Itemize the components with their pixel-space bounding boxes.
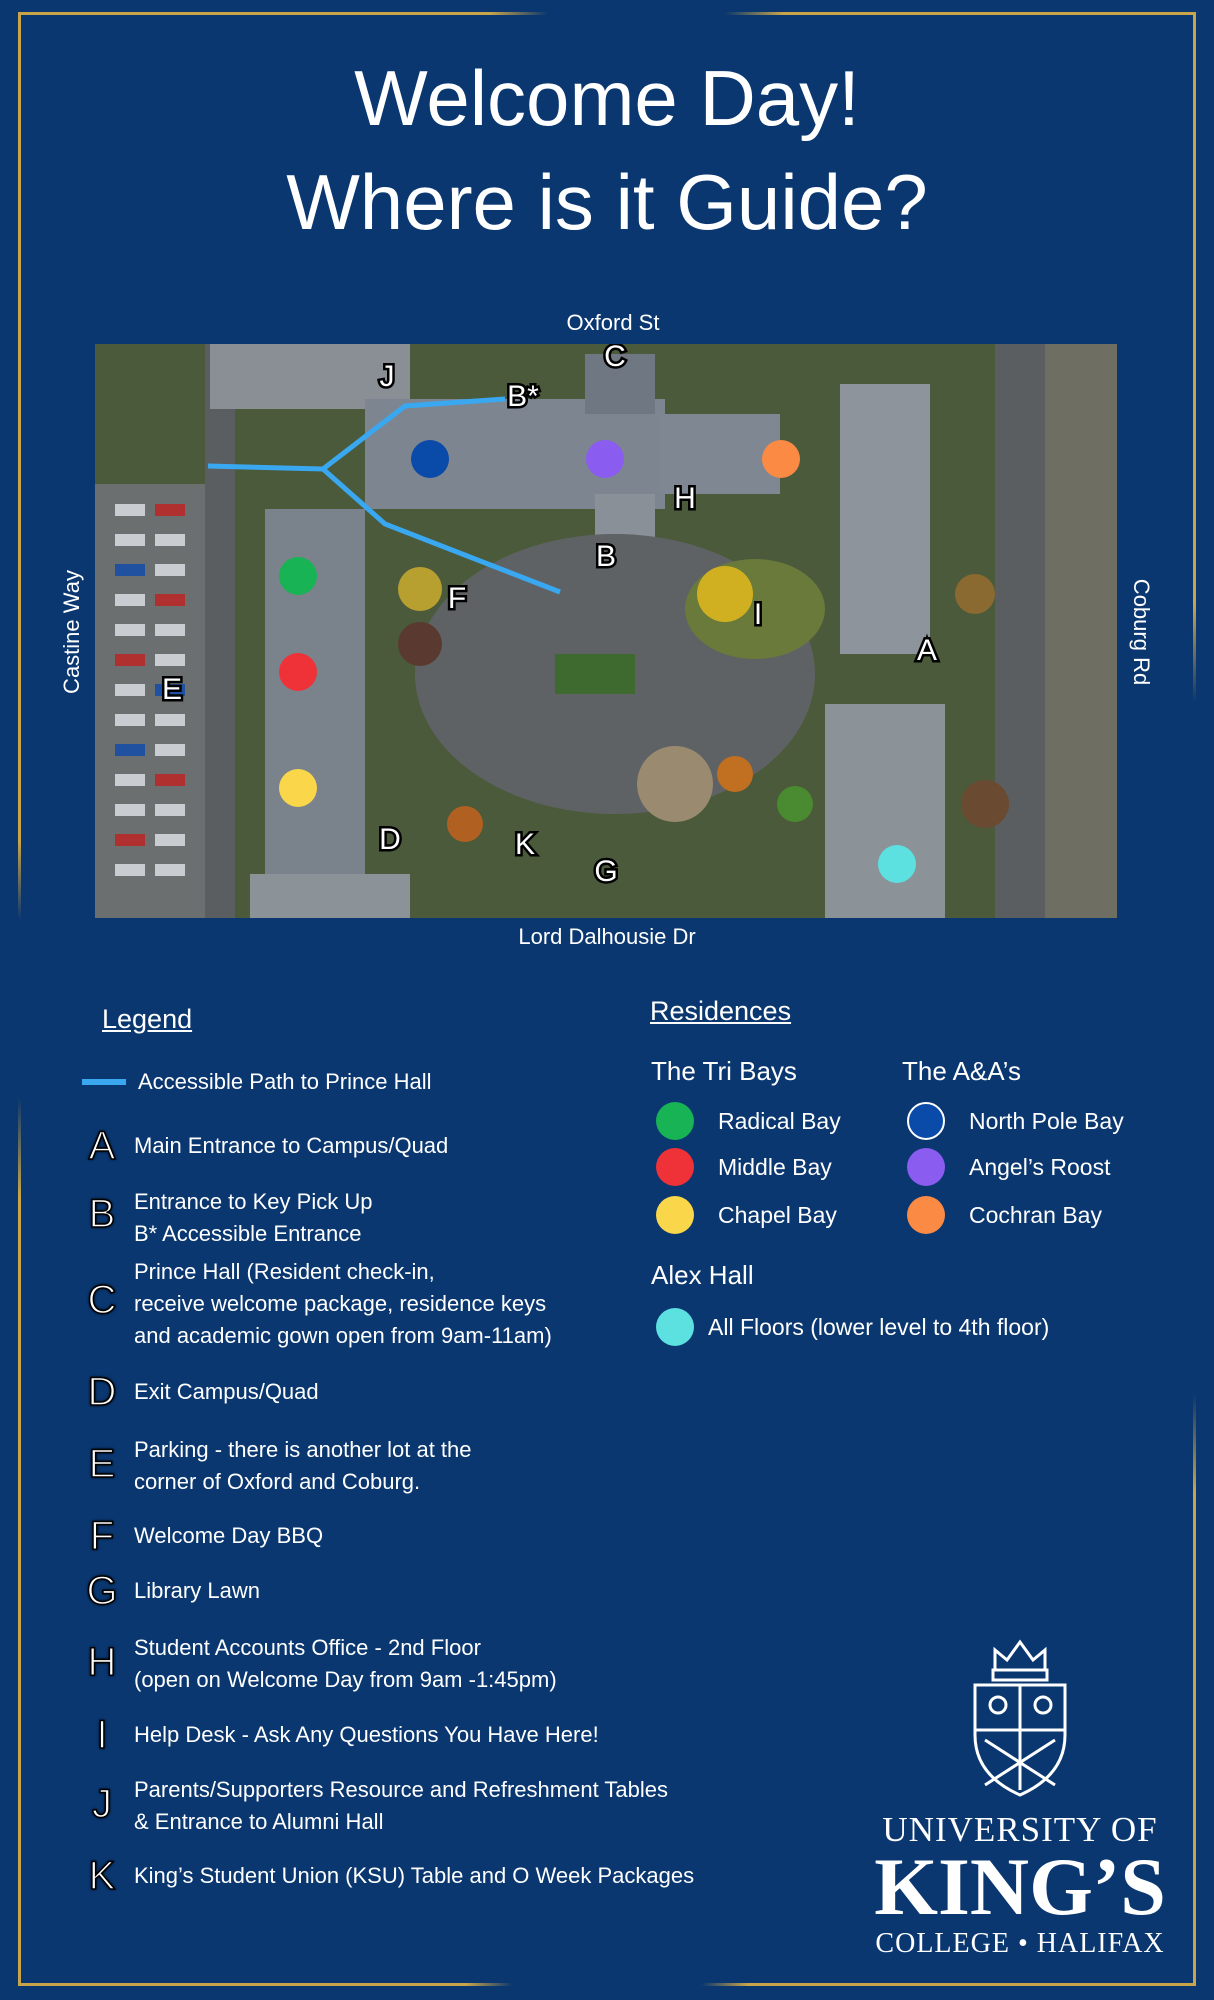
- legend-item-f: [82, 1516, 323, 1556]
- legend-item-k: [82, 1856, 694, 1896]
- map-east-block: [1045, 344, 1117, 918]
- map-parking-west: [95, 484, 205, 918]
- legend-item-a: [82, 1126, 448, 1166]
- page-title-line1: Welcome Day!: [354, 54, 860, 142]
- legend-text-d-1: Exit Campus/Quad: [134, 1379, 319, 1404]
- legend-text-h-1: Student Accounts Office - 2nd Floor: [134, 1635, 481, 1660]
- map-label-j: J: [379, 360, 395, 393]
- map-building-south-west: [250, 874, 410, 918]
- legend-letter-i: I: [96, 1713, 108, 1757]
- legend-letter-f: F: [89, 1514, 115, 1558]
- chapel-bay-dot: [656, 1196, 694, 1234]
- middle-bay-label: Middle Bay: [718, 1153, 832, 1180]
- map-label-d: D: [379, 823, 401, 856]
- frame-top-border: [18, 12, 1196, 15]
- tri-bays-title: The Tri Bays: [651, 1056, 797, 1086]
- residences-heading: Residences: [650, 996, 792, 1026]
- street-label-south: Lord Dalhousie Dr: [518, 924, 696, 949]
- map-label-k: K: [514, 828, 536, 861]
- frame-bottom-border: [18, 1983, 1196, 1986]
- residence-angels-roost: [907, 1148, 1111, 1186]
- map-marker-chapel-bay: [279, 769, 317, 807]
- legend-letter-c: C: [87, 1278, 117, 1322]
- legend-text-k-1: King’s Student Union (KSU) Table and O Week Packages: [134, 1863, 695, 1888]
- map-label-b: B: [595, 540, 617, 573]
- legend-letter-g: G: [86, 1569, 118, 1613]
- accessible-path-swatch: [82, 1079, 126, 1085]
- legend-letter-j: J: [92, 1782, 112, 1826]
- legend-letter-h: H: [87, 1640, 117, 1684]
- page-title-line2: Where is it Guide?: [286, 158, 928, 246]
- legend-item-j: [82, 1774, 668, 1838]
- legend-item-h: [82, 1632, 557, 1696]
- map-building-alex-hall: [825, 704, 945, 918]
- legend-text-j-2: & Entrance to Alumni Hall: [134, 1809, 384, 1834]
- cochran-bay-label: Cochran Bay: [969, 1201, 1102, 1228]
- map-marker-radical-bay: [279, 557, 317, 595]
- map-label-c: C: [604, 344, 626, 373]
- legend-item-path: [82, 1066, 431, 1098]
- residence-north-pole-bay: [907, 1102, 1124, 1140]
- legend-text-a-1: Main Entrance to Campus/Quad: [134, 1133, 449, 1158]
- map-label-f: F: [447, 582, 467, 615]
- map-label-e: E: [161, 673, 183, 706]
- legend-text-e-1: Parking - there is another lot at the: [134, 1437, 472, 1462]
- legend-text-c-1: Prince Hall (Resident check-in,: [134, 1259, 435, 1284]
- legend-text-c-2: receive welcome package, residence keys: [134, 1291, 547, 1316]
- frame-left-border: [18, 12, 21, 1986]
- north-pole-bay-label: North Pole Bay: [969, 1107, 1124, 1134]
- map-label-h: H: [674, 482, 696, 515]
- residence-alex-hall: [656, 1308, 1049, 1346]
- map-road-east: [995, 344, 1045, 918]
- map-label-g: G: [594, 855, 618, 888]
- legend-text-c-3: and academic gown open from 9am-11am): [134, 1323, 552, 1348]
- legend-item-i: [82, 1715, 599, 1755]
- crest-icon: [965, 1630, 1075, 1800]
- map-road-west: [205, 344, 235, 918]
- university-logo: [860, 1630, 1180, 1960]
- map-quad-lawn: [555, 654, 635, 694]
- legend-text-h-2: (open on Welcome Day from 9am -1:45pm): [134, 1667, 557, 1692]
- map-building-east-wing: [840, 384, 930, 654]
- radical-bay-label: Radical Bay: [718, 1107, 841, 1134]
- residence-chapel-bay: [656, 1196, 837, 1234]
- map-marker-angels-roost: [586, 440, 624, 478]
- legend-text-b-1: Entrance to Key Pick Up: [134, 1189, 373, 1214]
- alex-hall-dot: [656, 1308, 694, 1346]
- legend-item-d: [82, 1372, 319, 1412]
- street-label-north: Oxford St: [566, 310, 660, 335]
- legend-text-g-1: Library Lawn: [134, 1578, 260, 1603]
- alex-hall-label: All Floors (lower level to 4th floor): [708, 1313, 1050, 1340]
- legend-letter-a: A: [88, 1124, 116, 1168]
- legend-item-g: [82, 1571, 260, 1611]
- legend-letter-d: D: [87, 1370, 117, 1414]
- street-label-east: Coburg Rd: [1129, 578, 1154, 686]
- legend-text-e-2: corner of Oxford and Coburg.: [134, 1469, 421, 1494]
- legend-text-j-1: Parents/Supporters Resource and Refreshment Tables: [134, 1777, 668, 1802]
- map-marker-middle-bay: [279, 653, 317, 691]
- legend-item-e: [82, 1434, 472, 1498]
- map-label-a: A: [916, 634, 938, 667]
- chapel-bay-label: Chapel Bay: [718, 1201, 837, 1228]
- legend-item-c: [82, 1256, 552, 1352]
- residence-middle-bay: [656, 1148, 832, 1186]
- legend-heading: Legend: [102, 1004, 193, 1034]
- aas-title: The A&A’s: [902, 1056, 1021, 1086]
- radical-bay-dot: [656, 1102, 694, 1140]
- map-marker-cochran-bay: [762, 440, 800, 478]
- map-marker-alex-hall: [878, 845, 916, 883]
- legend-text-f-1: Welcome Day BBQ: [134, 1523, 324, 1548]
- legend-path-label: Accessible Path to Prince Hall: [138, 1069, 432, 1094]
- alex-hall-title: Alex Hall: [651, 1260, 754, 1290]
- logo-line-university-of: UNIVERSITY OF: [882, 1810, 1158, 1849]
- logo-line-kings: KING’S: [874, 1841, 1166, 1932]
- middle-bay-dot: [656, 1148, 694, 1186]
- legend-letter-b: B: [88, 1192, 116, 1236]
- street-label-west: Castine Way: [59, 570, 84, 694]
- logo-line-college-halifax: COLLEGE • HALIFAX: [875, 1928, 1165, 1959]
- residence-radical-bay: [656, 1102, 841, 1140]
- map-marker-north-pole-bay: [411, 440, 449, 478]
- legend-letter-k: K: [88, 1854, 116, 1898]
- legend-item-b: [82, 1186, 372, 1250]
- legend-text-b-2: B* Accessible Entrance: [134, 1221, 362, 1246]
- map-building-tri-bays: [265, 509, 365, 879]
- map-label-b-star: B*: [507, 380, 539, 413]
- angels-roost-dot: [907, 1148, 945, 1186]
- residence-cochran-bay: [907, 1196, 1102, 1234]
- cochran-bay-dot: [907, 1196, 945, 1234]
- north-pole-bay-dot: [907, 1102, 945, 1140]
- legend-text-i-1: Help Desk - Ask Any Questions You Have Here!: [134, 1722, 599, 1747]
- frame-right-border: [1193, 12, 1196, 1986]
- campus-map[interactable]: [95, 344, 1117, 918]
- legend-letter-e: E: [88, 1442, 116, 1486]
- angels-roost-label: Angel’s Roost: [969, 1153, 1111, 1180]
- map-label-i: I: [753, 598, 763, 631]
